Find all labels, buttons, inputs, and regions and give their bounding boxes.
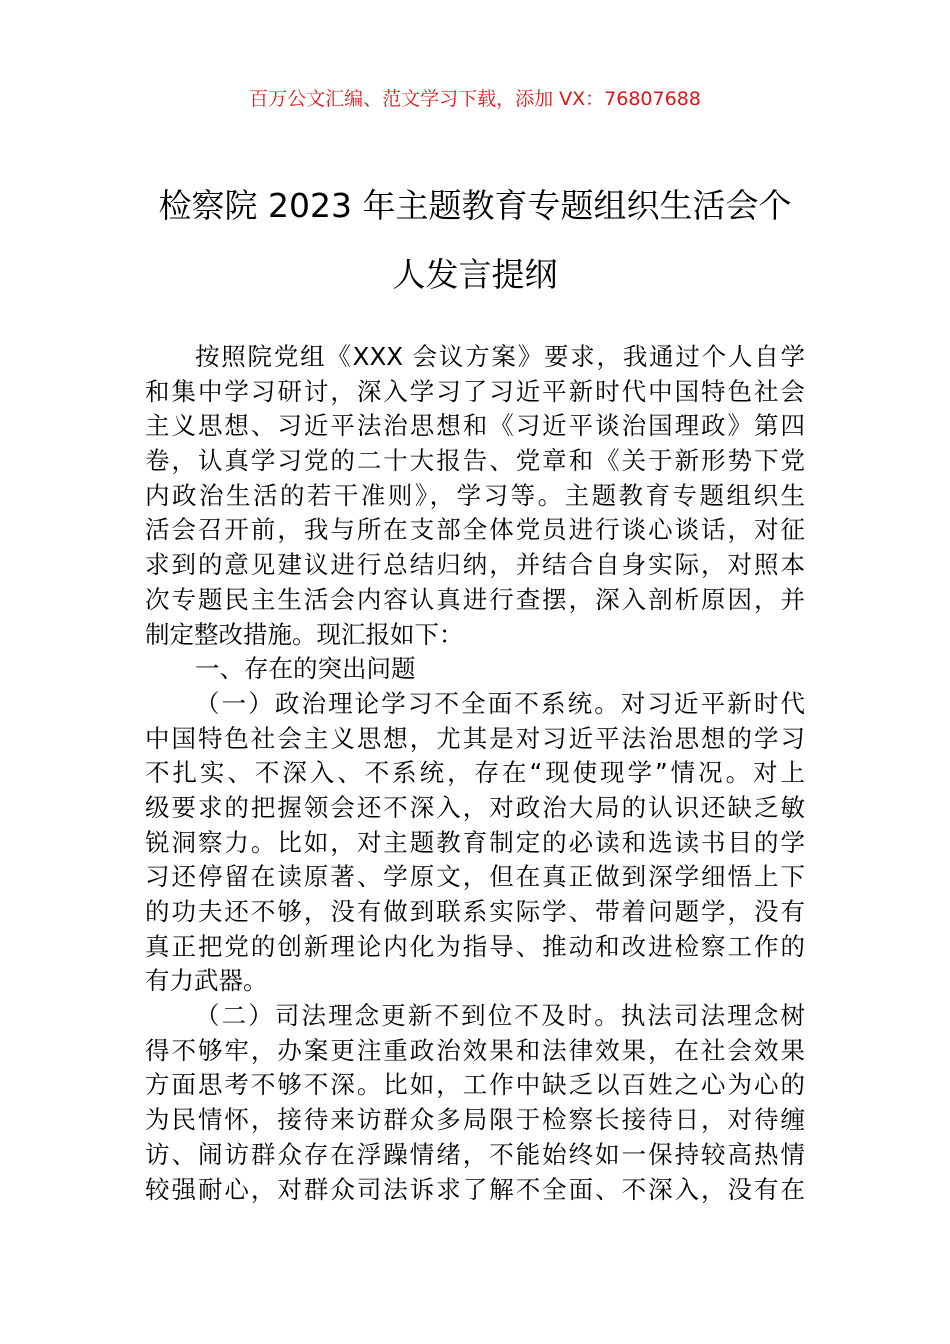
paragraph	[145, 652, 805, 687]
paragraph-line: 方面思考不够不深。比如，工作中缺乏以百姓之心为心的	[145, 1070, 805, 1100]
paragraph-line: （二）司法理念更新不到位不及时。执法司法理念树	[195, 1001, 805, 1031]
paragraph-line: 习还停留在读原著、学原文，但在真正做到深学细悟上下	[145, 862, 805, 892]
paragraph-line: 卷，认真学习党的二十大报告、党章和《关于新形势下党	[145, 446, 805, 476]
paragraph-line: 锐洞察力。比如，对主题教育制定的必读和选读书目的学	[145, 827, 805, 857]
paragraph	[145, 687, 805, 999]
paragraph-line: 求到的意见建议进行总结归纳，并结合自身实际，对照本	[145, 550, 805, 580]
document-title-line-2: 人发言提纲	[392, 255, 558, 294]
paragraph-line: 按照院党组《XXX 会议方案》要求，我通过个人自学	[195, 342, 805, 371]
paragraph-line: 制定整改措施。现汇报如下：	[145, 619, 464, 649]
paragraph-line: 访、闹访群众存在浮躁情绪，不能始终如一保持较高热情	[145, 1139, 805, 1169]
paragraph-line: 和集中学习研讨，深入学习了习近平新时代中国特色社会	[145, 376, 805, 406]
paragraph-line: 主义思想、习近平法治思想和《习近平谈治国理政》第四	[145, 411, 805, 441]
document-title-line-1: 检察院 2023 年主题教育专题组织生活会个	[158, 186, 792, 225]
paragraph-line: 活会召开前，我与所在支部全体党员进行谈心谈话，对征	[145, 515, 805, 545]
paragraph-line: 不扎实、不深入、不系统，存在“现使现学”情况。对上	[145, 758, 805, 788]
paragraph-line: 为民情怀，接待来访群众多局限于检察长接待日，对待缠	[145, 1105, 805, 1135]
paragraph-line: 一、存在的突出问题	[195, 654, 416, 684]
paragraph-line: 真正把党的创新理论内化为指导、推动和改进检察工作的	[145, 931, 805, 961]
paragraph-line: 次专题民主生活会内容认真进行查摆，深入剖析原因，并	[145, 584, 805, 614]
paragraph	[145, 999, 805, 1207]
paragraph-line: 内政治生活的若干准则》，学习等。主题教育专题组织生	[145, 480, 805, 510]
paragraph-line: （一）政治理论学习不全面不系统。对习近平新时代	[195, 688, 805, 718]
paragraph-line: 的功夫还不够，没有做到联系实际学、带着问题学，没有	[145, 897, 805, 926]
document-body	[145, 340, 805, 1207]
paragraph-line: 有力武器。	[145, 966, 268, 996]
paragraph-line: 较强耐心，对群众司法诉求了解不全面、不深入，没有在	[145, 1174, 805, 1204]
paragraph-line: 级要求的把握领会还不深入，对政治大局的认识还缺乏敏	[145, 792, 805, 822]
paragraph-line: 得不够牢，办案更注重政治效果和法律效果，在社会效果	[145, 1035, 805, 1065]
paragraph	[145, 340, 805, 652]
watermark-header: 百万公文汇编、范文学习下载，添加 VX：76807688	[249, 88, 701, 110]
paragraph-line: 中国特色社会主义思想，尤其是对习近平法治思想的学习	[145, 723, 805, 753]
